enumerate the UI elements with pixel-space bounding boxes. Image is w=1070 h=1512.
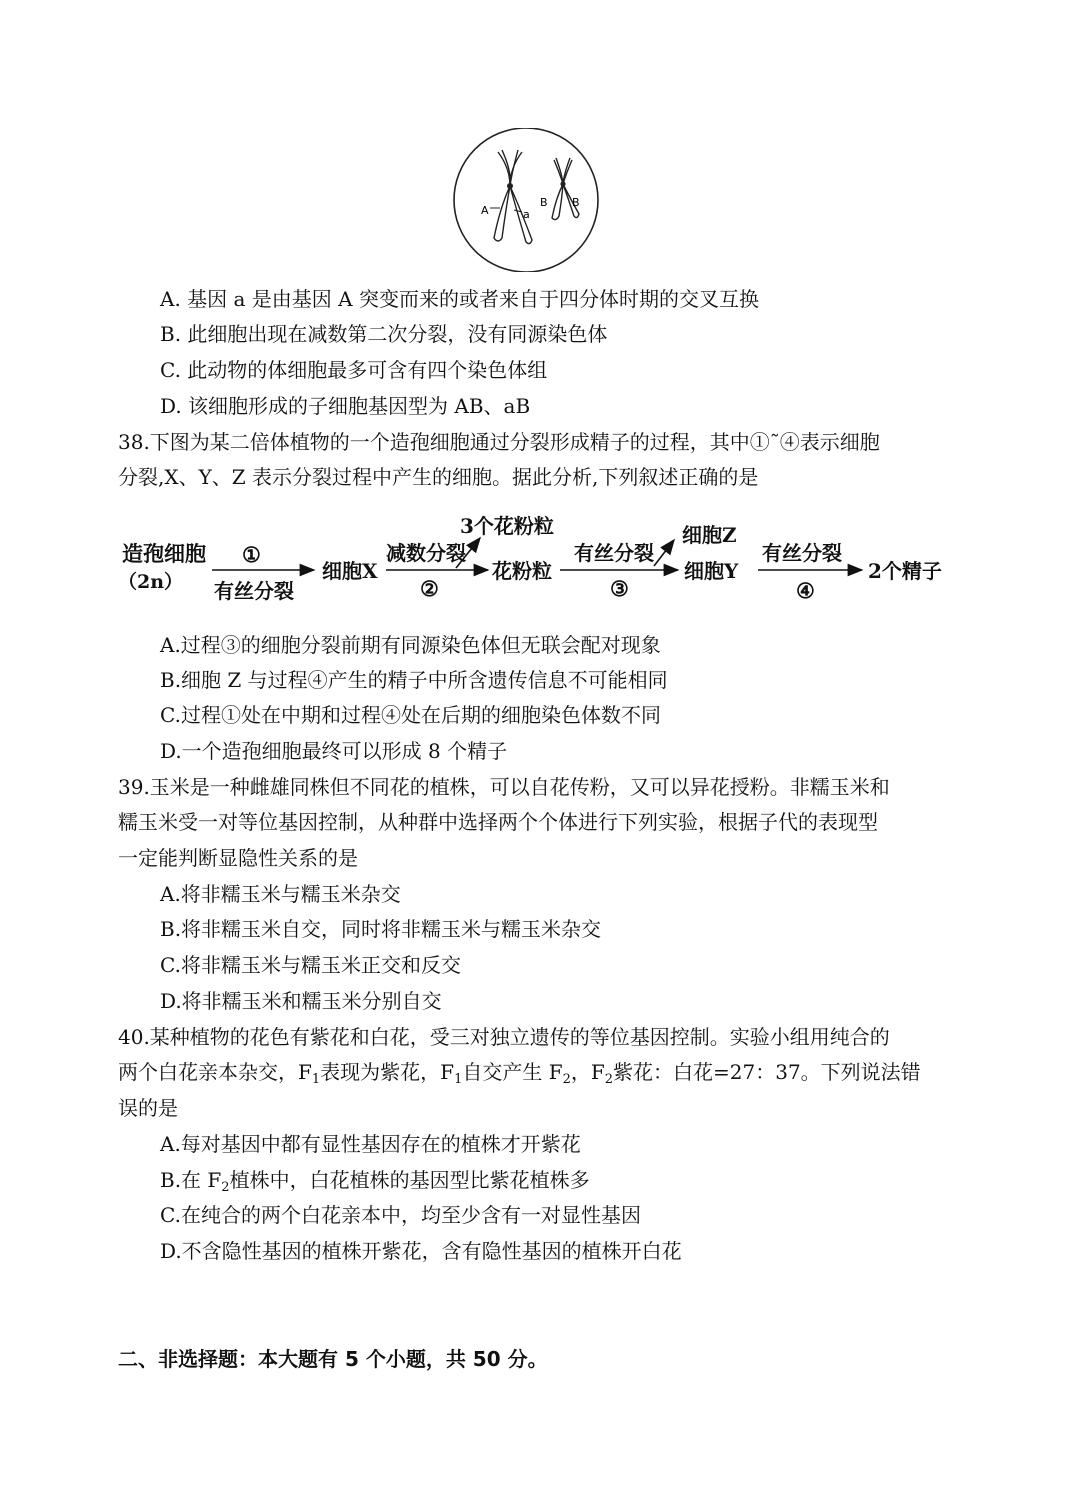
gene-label-B-left: B <box>540 196 548 209</box>
cell-chromosome-figure <box>450 128 602 272</box>
q40-option-b <box>160 1165 590 1203</box>
q39-option-b: B.将非糯玉米自交，同时将非糯玉米与糯玉米杂交 <box>160 917 602 941</box>
q39-stem-line3: 一定能判断显隐性关系的是 <box>118 846 358 870</box>
q40-stem-line2 <box>118 1057 921 1095</box>
q39-option-d: D.将非糯玉米和糯玉米分别自交 <box>160 989 442 1013</box>
q40-optB-part-b: 植株中，白花植株的基因型比紫花植株多 <box>229 1168 590 1192</box>
q37-option-a: A. 基因 a 是由基因 A 突变而来的或者来自于四分体时期的交叉互换 <box>160 287 759 311</box>
q40-stem-line1: 40.某种植物的花色有紫花和白花，受三对独立遗传的等位基因控制。实验小组用纯合的 <box>118 1025 890 1049</box>
q38-option-d: D.一个造孢细胞最终可以形成 8 个精子 <box>160 739 508 763</box>
flow-step1-label: 有丝分裂 <box>214 579 294 603</box>
gene-label-a: a <box>523 208 530 221</box>
flow-cell-y: 细胞Y <box>684 559 739 583</box>
q40-option-c: C.在纯合的两个白花亲本中，均至少含有一对显性基因 <box>160 1203 641 1227</box>
q39-stem-line2: 糯玉米受一对等位基因控制，从种群中选择两个个体进行下列实验，根据子代的表现型 <box>118 810 878 834</box>
q37-option-b: B. 此细胞出现在减数第二次分裂，没有同源染色体 <box>160 322 608 346</box>
q38-option-c: C.过程①处在中期和过程④处在后期的细胞染色体数不同 <box>160 703 661 727</box>
q40-option-a: A.每对基因中都有显性基因存在的植株才开紫花 <box>160 1132 581 1156</box>
q40-optB-part-a: B.在 F <box>160 1168 222 1192</box>
q39-option-c: C.将非糯玉米与糯玉米正交和反交 <box>160 953 461 977</box>
q40-stem2-part-a: 两个白花亲本杂交，F <box>118 1060 312 1084</box>
q40-sub-2: 1 <box>454 1072 463 1087</box>
q40-optB-sub: 2 <box>221 1180 230 1195</box>
flow-step2-number: ② <box>420 576 439 601</box>
flow-ploidy: （2n） <box>118 571 184 593</box>
q40-stem-line3: 误的是 <box>118 1096 178 1120</box>
chromosome-small <box>552 158 579 220</box>
section-2-heading: 二、非选择题：本大题有 5 个小题，共 50 分。 <box>118 1347 548 1371</box>
q40-stem2-part-e: 紫花：白花=27：37。下列说法错 <box>613 1060 921 1084</box>
q39-stem-line1: 39.玉米是一种雌雄同株但不同花的植株，可以自花传粉，又可以异花授粉。非糯玉米和 <box>118 775 890 799</box>
flow-step4-number: ④ <box>796 578 815 603</box>
flow-step1-number: ① <box>242 542 261 567</box>
q39-option-a: A.将非糯玉米与糯玉米杂交 <box>160 882 401 906</box>
q40-sub-4: 2 <box>604 1072 614 1087</box>
chromosome-large <box>494 150 532 244</box>
q38-option-b: B.细胞 Z 与过程④产生的精子中所含遗传信息不可能相同 <box>160 668 668 692</box>
q37-option-d: D. 该细胞形成的子细胞基因型为 AB、aB <box>160 394 531 418</box>
spore-to-sperm-flow-diagram <box>118 508 953 608</box>
flow-end-sperm: 2个精子 <box>868 559 942 583</box>
q37-option-c: C. 此动物的体细胞最多可含有四个染色体组 <box>160 358 548 382</box>
flow-pollen: 花粉粒 <box>492 559 552 583</box>
flow-step2-label: 减数分裂 <box>386 541 466 565</box>
q40-stem2-part-b: 表现为紫花，F <box>320 1060 455 1084</box>
q38-option-a: A.过程③的细胞分裂前期有同源染色体但无联会配对现象 <box>160 633 661 657</box>
flow-step4-label: 有丝分裂 <box>762 541 842 565</box>
q40-stem2-part-c: 自交产生 F <box>462 1060 563 1084</box>
q40-option-d: D.不含隐性基因的植株开紫花，含有隐性基因的植株开白花 <box>160 1239 682 1263</box>
q40-sub-3: 2 <box>562 1072 571 1087</box>
flow-branch-pollen: 3个花粉粒 <box>460 514 554 538</box>
gene-label-B-right: B <box>572 196 580 209</box>
gene-label-A: A <box>481 204 489 217</box>
flow-cell-x: 细胞X <box>322 559 378 583</box>
flow-step3-label: 有丝分裂 <box>574 541 654 565</box>
q40-stem2-part-d: ，F <box>570 1060 605 1084</box>
flow-step3-number: ③ <box>610 576 629 601</box>
flow-start-cell: 造孢细胞 <box>122 541 206 566</box>
q40-sub-1: 1 <box>311 1072 321 1087</box>
q38-stem-line1: 38.下图为某二倍体植物的一个造孢细胞通过分裂形成精子的过程，其中①˜④表示细胞 <box>118 430 880 454</box>
flow-arrow-3-branch <box>654 540 674 566</box>
flow-cell-z: 细胞Z <box>682 523 737 547</box>
q38-stem-line2: 分裂,X、Y、Z 表示分裂过程中产生的细胞。据此分析,下列叙述正确的是 <box>118 465 759 489</box>
